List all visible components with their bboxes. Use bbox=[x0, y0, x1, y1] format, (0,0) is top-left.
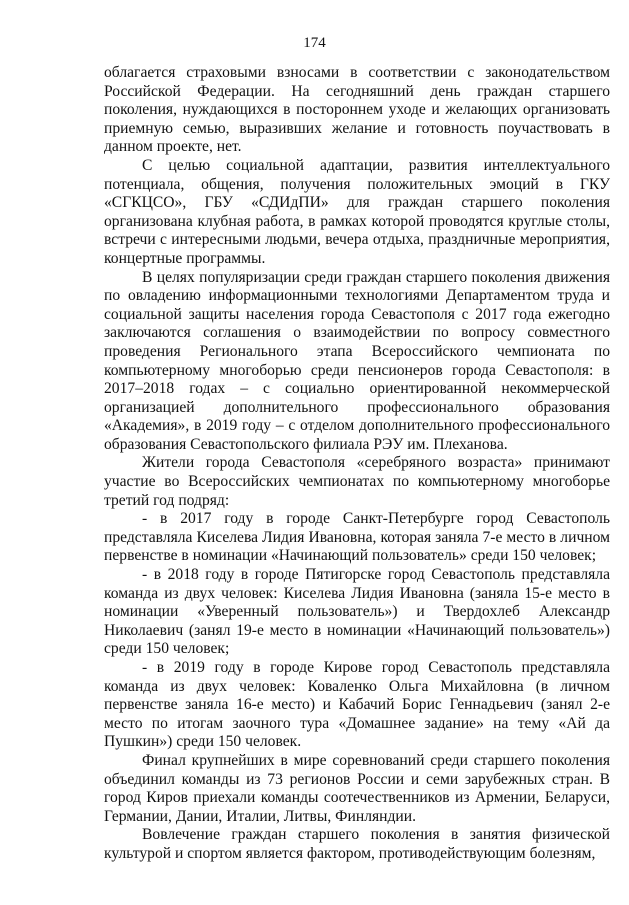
list-item-2018: - в 2018 году в городе Пятигорске город Севастополь представляла команда из двух человек: Киселева Лидия Ивановна (заняла 15-е место в номинации «Уверенный пользователь») и Твердохлеб Александр Николаевич (занял 19-е место в номинации «Начинающий пользователь») среди 150 человек; bbox=[104, 566, 610, 658]
list-item-2017: - в 2017 году в городе Санкт-Петербурге город Севастополь представляла Киселева Лидия Ивановна, которая заняла 7-е место в личном первенстве в номинации «Начинающий пользователь» среди 150 человек; bbox=[104, 510, 610, 565]
list-item-2019: - в 2019 году в городе Кирове город Севастополь представляла команда из двух человек: Коваленко Ольга Михайловна (в личном первенстве заняла 16-е место) и Кабачий Борис Геннадьевич (занял 2-е место по итогам заочного тура «Домашнее задание» на тему «Ай да Пушкин») среди 150 человек. bbox=[104, 659, 610, 751]
paragraph-continuation: облагается страховыми взносами в соответствии с законодательством Российской Федерации. На сегодняшний день граждан старшего поколения, нуждающихся в постороннем уходе и желающих организовать приемную семью, выразивших желание и готовность поучаствовать в данном проекте, нет. bbox=[104, 64, 610, 156]
paragraph-it-popularization: В целях популяризации среди граждан старшего поколения движения по овладению информационными технологиями Департаментом труда и социальной защиты населения города Севастополя с 2017 года ежегодно заключаются соглашения о взаимодействии по вопросу совместного проведения Регионального этапа Всероссийского чемпионата по компьютерному многоборью среди пенсионеров города Севастополя: в 2017–2018 годах – с социально ориентированной некоммерческой организацией дополнительного профессионального образования «Академия», в 2019 году – с отделом дополнительного профессионального образования Севастопольского филиала РЭУ им. Плеханова. bbox=[104, 268, 610, 453]
paragraph-final: Финал крупнейших в мире соревнований среди старшего поколения объединил команды из 73 регионов России и семи зарубежных стран. В город Киров приехали команды соотечественников из Армении, Беларуси, Германии, Дании, Италии, Литвы, Финляндии. bbox=[104, 751, 610, 825]
paragraph-sport: Вовлечение граждан старшего поколения в занятия физической культурой и спортом является фактором, противодействующим болезням, bbox=[104, 826, 610, 862]
paragraph-social-adaptation: С целью социальной адаптации, развития интеллектуального потенциала, общения, получения положительных эмоций в ГКУ «СГКЦСО», ГБУ «СДИдПИ» для граждан старшего поколения организована клубная работа, в рамках которой проводятся круглые столы, встречи с интересными людьми, вечера отдыха, праздничные мероприятия, концертные программы. bbox=[104, 156, 610, 267]
page-number: 174 bbox=[303, 35, 326, 51]
document-body bbox=[104, 64, 610, 864]
paragraph-championship-intro: Жители города Севастополя «серебряного возраста» принимают участие во Всероссийских чемпионатах по компьютерному многоборье третий год подряд: bbox=[104, 454, 610, 509]
